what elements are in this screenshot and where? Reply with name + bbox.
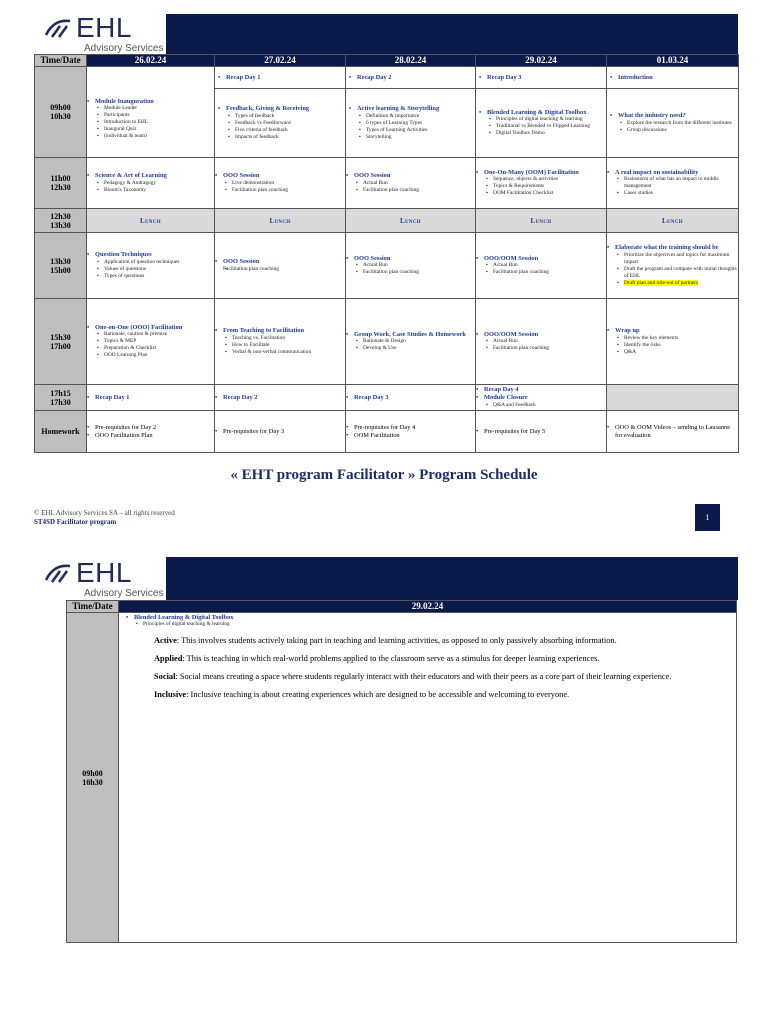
logo-subtitle: Advisory Services bbox=[84, 588, 164, 599]
day-header: 29.02.24 bbox=[476, 55, 607, 67]
ehl-logo bbox=[44, 559, 163, 599]
schedule-table bbox=[34, 54, 739, 453]
definition-text: : Social means creating a space where students regularly interact with their educators and with their peers as a core part of their learning experience. bbox=[175, 672, 672, 681]
schedule-cell bbox=[607, 158, 739, 209]
schedule-cell bbox=[215, 299, 346, 385]
lunch-cell: Lunch bbox=[476, 209, 607, 233]
schedule-row bbox=[35, 158, 739, 209]
schedule-cell bbox=[476, 158, 607, 209]
session-title: • Elaborate what the training should be bbox=[607, 244, 738, 252]
lunch-cell: Lunch bbox=[346, 209, 476, 233]
sub-point: ▪ Types of Learning Activities bbox=[349, 127, 472, 134]
schedule-cell bbox=[607, 233, 739, 299]
logo-wordmark: EHL bbox=[76, 557, 132, 588]
schedule-cell bbox=[476, 385, 607, 411]
sub-point: ▪ Traditional vs Blended vs Flipped Learning bbox=[479, 123, 603, 130]
time-slot: 09h00 10h30 bbox=[67, 613, 119, 943]
lunch-cell: Lunch bbox=[87, 209, 215, 233]
session-title: • Module Inauguration bbox=[87, 98, 214, 106]
schedule-cell bbox=[87, 299, 215, 385]
definition-paragraph bbox=[154, 672, 733, 682]
homework-item: • OOO & OOM Videos – sending to Lausanne for evaluation bbox=[607, 424, 738, 439]
definition-term: Active bbox=[154, 636, 177, 645]
sub-point: ▪ Pedagogy & Andragogy bbox=[87, 180, 214, 187]
sub-point: ▪ Facilitation plan coaching bbox=[346, 187, 475, 194]
time-slot: 12h30 13h30 bbox=[35, 209, 87, 233]
schedule-cell bbox=[476, 299, 607, 385]
day-header: 28.02.24 bbox=[346, 55, 476, 67]
definition-text: : This is teaching in which real-world problems applied to the classroom serve as a stimulus for deeper learning experiences. bbox=[182, 654, 600, 663]
homework-item: • Pre-requisites for Day 4 bbox=[346, 424, 475, 432]
sub-point: ▪ Values of questions bbox=[87, 266, 214, 273]
time-date-header: Time/Date bbox=[35, 55, 87, 67]
footer bbox=[34, 509, 175, 527]
sub-point: ▪ Draft the program and compare with initial thoughts of EHL bbox=[607, 266, 738, 280]
recap-item: • Recap Day 3 bbox=[479, 74, 521, 82]
sub-point bbox=[607, 280, 738, 287]
recap-item: • Recap Day 4 bbox=[476, 386, 606, 394]
schedule-cell bbox=[346, 233, 476, 299]
lunch-row bbox=[35, 209, 739, 233]
schedule-cell bbox=[476, 411, 607, 453]
sub-point: ▪ How to Facilitate bbox=[215, 342, 345, 349]
header-banner bbox=[166, 14, 738, 56]
homework-item: • Pre-requisites for Day 5 bbox=[476, 428, 606, 436]
sub-point: ▪ Types of feedback bbox=[218, 113, 342, 120]
header-banner bbox=[166, 557, 738, 600]
sub-point: ▪ OOO Learning Plan bbox=[87, 352, 214, 359]
recap-item: • Recap Day 1 bbox=[87, 394, 214, 402]
sub-point: ▪ Digital Toolbox Demo bbox=[479, 130, 603, 137]
sub-point: ▪ Teaching vs. Facilitation bbox=[215, 335, 345, 342]
sub-point: ▪ Rationale & Design bbox=[346, 338, 475, 345]
homework-item: • Pre-requisites for Day 2 bbox=[87, 424, 214, 432]
detail-row bbox=[67, 613, 737, 943]
sub-point: ▪ Actual Run bbox=[346, 262, 475, 269]
session-title: • Feedback, Giving & Receiving bbox=[218, 105, 342, 113]
time-slot: 13h30 15h00 bbox=[35, 233, 87, 299]
recap-item: • Recap Day 3 bbox=[346, 394, 475, 402]
sub-point: ▪ Sequence, objects & activities bbox=[476, 176, 606, 183]
schedule-cell bbox=[476, 67, 607, 158]
session-title: • A real impact on sustainability bbox=[607, 169, 738, 177]
session-title: • One-On-Many (OOM) Facilitation bbox=[476, 169, 606, 177]
sub-point: ▪ Brainstorm of what has an impact to middle management bbox=[607, 176, 738, 190]
sub-point: ▪ Review the key elements bbox=[607, 335, 738, 342]
session-title: • Blended Learning & Digital Toolbox bbox=[126, 614, 733, 621]
empty-cell bbox=[607, 385, 739, 411]
day-header: 01.03.24 bbox=[607, 55, 739, 67]
highlighted-text: Draft plan and role-out of partners bbox=[624, 279, 699, 286]
recap-item: • Recap Day 2 bbox=[215, 394, 345, 402]
sub-point: ▪ Explore the research from the different institutes bbox=[610, 120, 735, 127]
page-number: 1 bbox=[695, 504, 720, 531]
definition-text: : Inclusive teaching is about creating experiences which are designed to be accessible and welcoming to everyone. bbox=[186, 690, 570, 699]
schedule-cell bbox=[215, 158, 346, 209]
time-date-header: Time/Date bbox=[67, 601, 119, 613]
session-title: • OOO/OOM Session bbox=[476, 331, 606, 339]
sub-point: ▪ Rationale, caution & premise bbox=[87, 331, 214, 338]
day-header: 27.02.24 bbox=[215, 55, 346, 67]
sub-point: ▪ Module Leader bbox=[87, 105, 214, 112]
sub-point: ▪ Facilitation plan coaching bbox=[476, 269, 606, 276]
sub-point: ▪ Preparation & Checklist bbox=[87, 345, 214, 352]
logo-wordmark: EHL bbox=[76, 12, 132, 43]
session-title: • Active learning & Storytelling bbox=[349, 105, 472, 113]
schedule-cell bbox=[87, 67, 215, 158]
schedule-cell bbox=[346, 385, 476, 411]
schedule-cell bbox=[607, 67, 739, 158]
time-slot: 17h15 17h30 bbox=[35, 385, 87, 411]
ehl-logo-icon bbox=[44, 562, 76, 584]
sub-point: ▪ Inaugural Quiz bbox=[87, 126, 214, 133]
session-title: • From Teaching to Facilitation bbox=[215, 327, 345, 335]
session-title: • OOO Session bbox=[215, 172, 345, 180]
sub-point: ▪ Actual Run bbox=[476, 338, 606, 345]
definition-text: : This involves students actively taking part in teaching and learning activities, as opposed to only passively absorbing information. bbox=[176, 636, 617, 645]
detail-cell bbox=[119, 613, 737, 943]
session-title: • Wrap up bbox=[607, 327, 738, 335]
schedule-cell bbox=[87, 233, 215, 299]
recap-item: • Recap Day 2 bbox=[349, 74, 391, 82]
logo-subtitle: Advisory Services bbox=[84, 43, 164, 54]
time-slot: 09h00 10h30 bbox=[35, 67, 87, 158]
schedule-cell bbox=[346, 158, 476, 209]
sub-point: ▪ Feedback vs Feedforward bbox=[218, 120, 342, 127]
definition-term: Inclusive bbox=[154, 690, 187, 699]
session-title: • OOO Session bbox=[215, 258, 345, 266]
sub-point: ▪ Develop & Use bbox=[346, 345, 475, 352]
session-title: • OOO Session bbox=[346, 255, 475, 263]
session-title: • OOO Session bbox=[346, 172, 475, 180]
schedule-cell bbox=[87, 411, 215, 453]
sub-point: ▪ Facilitation plan coaching bbox=[215, 187, 345, 194]
definition-paragraph bbox=[154, 690, 733, 700]
header-row bbox=[67, 601, 737, 613]
schedule-row bbox=[35, 233, 739, 299]
schedule-cell bbox=[346, 299, 476, 385]
schedule-row bbox=[35, 385, 739, 411]
sub-point: ▪ Identify the risks bbox=[607, 342, 738, 349]
schedule-cell bbox=[215, 385, 346, 411]
sub-point: ▪ Participants bbox=[87, 112, 214, 119]
schedule-cell bbox=[215, 233, 346, 299]
sub-point: ▪ Introduction to EHL bbox=[87, 119, 214, 126]
sub-point: ▪ Group discussions bbox=[610, 127, 735, 134]
session-title: • What the industry need? bbox=[610, 112, 735, 120]
schedule-cell bbox=[215, 411, 346, 453]
schedule-cell bbox=[607, 299, 739, 385]
header-row bbox=[35, 55, 739, 67]
session-title: • One-on-One (OOO) Facilitation bbox=[87, 324, 214, 332]
sub-point: ▪ Definition & importance bbox=[349, 113, 472, 120]
sub-point: ▪ Principles of digital teaching & learning bbox=[479, 116, 603, 123]
page-title: « EHT program Facilitator » Program Schedule bbox=[230, 467, 538, 483]
homework-item: • Pre-requisites for Day 3 bbox=[215, 428, 345, 436]
schedule-cell bbox=[346, 411, 476, 453]
sub-point: ▪ Storytelling bbox=[349, 134, 472, 141]
sub-point: ▪ Topics & Requirements bbox=[476, 183, 606, 190]
recap-item: • Recap Day 1 bbox=[218, 74, 260, 82]
homework-item: • OOO Facilitation Plan bbox=[87, 432, 214, 440]
closure-item: • Module Closure bbox=[476, 394, 606, 402]
schedule-cell bbox=[87, 158, 215, 209]
session-title: • Science & Art of Learning bbox=[87, 172, 214, 180]
schedule-cell bbox=[607, 411, 739, 453]
time-slot: Homework bbox=[35, 411, 87, 453]
ehl-logo bbox=[44, 14, 163, 54]
time-slot: 11h00 12h30 bbox=[35, 158, 87, 209]
sub-point: ▪ Application of question techniques bbox=[87, 259, 214, 266]
program-name: ST4SD Facilitator program bbox=[34, 518, 117, 526]
sub-point: ▪ 6 types of Learning Types bbox=[349, 120, 472, 127]
sub-point: ▪ Topics & MEP bbox=[87, 338, 214, 345]
homework-row bbox=[35, 411, 739, 453]
schedule-cell bbox=[476, 233, 607, 299]
day-header: 26.02.24 bbox=[87, 55, 215, 67]
definition-paragraph bbox=[154, 654, 733, 664]
sub-point: ▪ Principles of digital teaching & learning bbox=[126, 621, 733, 628]
sub-point: ▪ Q&A and Feedback bbox=[476, 402, 606, 409]
session-title: • OOO/OOM Session bbox=[476, 255, 606, 263]
definition-term: Social bbox=[154, 672, 176, 681]
sub-point: ▪ Five criteria of feedback bbox=[218, 127, 342, 134]
schedule-cell bbox=[215, 67, 346, 158]
sub-point: ▪ Verbal & non-verbal communication bbox=[215, 349, 345, 356]
sub-point: ▪ Actual Run bbox=[476, 262, 606, 269]
schedule-cell bbox=[346, 67, 476, 158]
sub-point: ▪ OOM Facilitation Checklist bbox=[476, 190, 606, 197]
sub-point: ▪ Actual Run bbox=[346, 180, 475, 187]
lunch-cell: Lunch bbox=[215, 209, 346, 233]
sub-point: ▪ Prioritize the objectives and topics for maximum impact bbox=[607, 252, 738, 266]
sub-point: ▪ Live demonstration bbox=[215, 180, 345, 187]
definition-term: Applied bbox=[154, 654, 183, 663]
sub-point: ▪ Types of questions bbox=[87, 273, 214, 280]
schedule-row bbox=[35, 67, 739, 158]
session-title: • Group Work, Case Studies & Homework bbox=[346, 331, 475, 339]
sub-point: ▪ Cases studies bbox=[607, 190, 738, 197]
sub-point: ▪ Facilitation plan coaching bbox=[346, 269, 475, 276]
session-title: • Question Techniques bbox=[87, 251, 214, 259]
session-title: • Blended Learning & Digital Toolbox bbox=[479, 109, 603, 117]
time-slot: 15h30 17h00 bbox=[35, 299, 87, 385]
sub-point: ▪ Bloom's Taxonomy bbox=[87, 187, 214, 194]
lunch-cell: Lunch bbox=[607, 209, 739, 233]
schedule-row bbox=[35, 299, 739, 385]
sub-point: ▪ Facilitation plan coaching bbox=[476, 345, 606, 352]
sub-point-continued: ▪ (individual & team) bbox=[87, 133, 214, 140]
ehl-logo-icon bbox=[44, 17, 76, 39]
sub-point: ▪ Facilitation plan coaching bbox=[215, 266, 345, 273]
copyright-text: © EHL Advisory Services SA – all rights reserved bbox=[34, 509, 175, 517]
definition-paragraph bbox=[154, 636, 733, 646]
detail-table bbox=[66, 600, 737, 943]
sub-point: ▪ Q&A bbox=[607, 349, 738, 356]
day-header: 29.02.24 bbox=[119, 601, 737, 613]
schedule-cell bbox=[87, 385, 215, 411]
intro-item: • Introduction bbox=[610, 74, 653, 82]
homework-item: • OOM Facilitation bbox=[346, 432, 475, 440]
sub-point: ▪ Impacts of feedback bbox=[218, 134, 342, 141]
